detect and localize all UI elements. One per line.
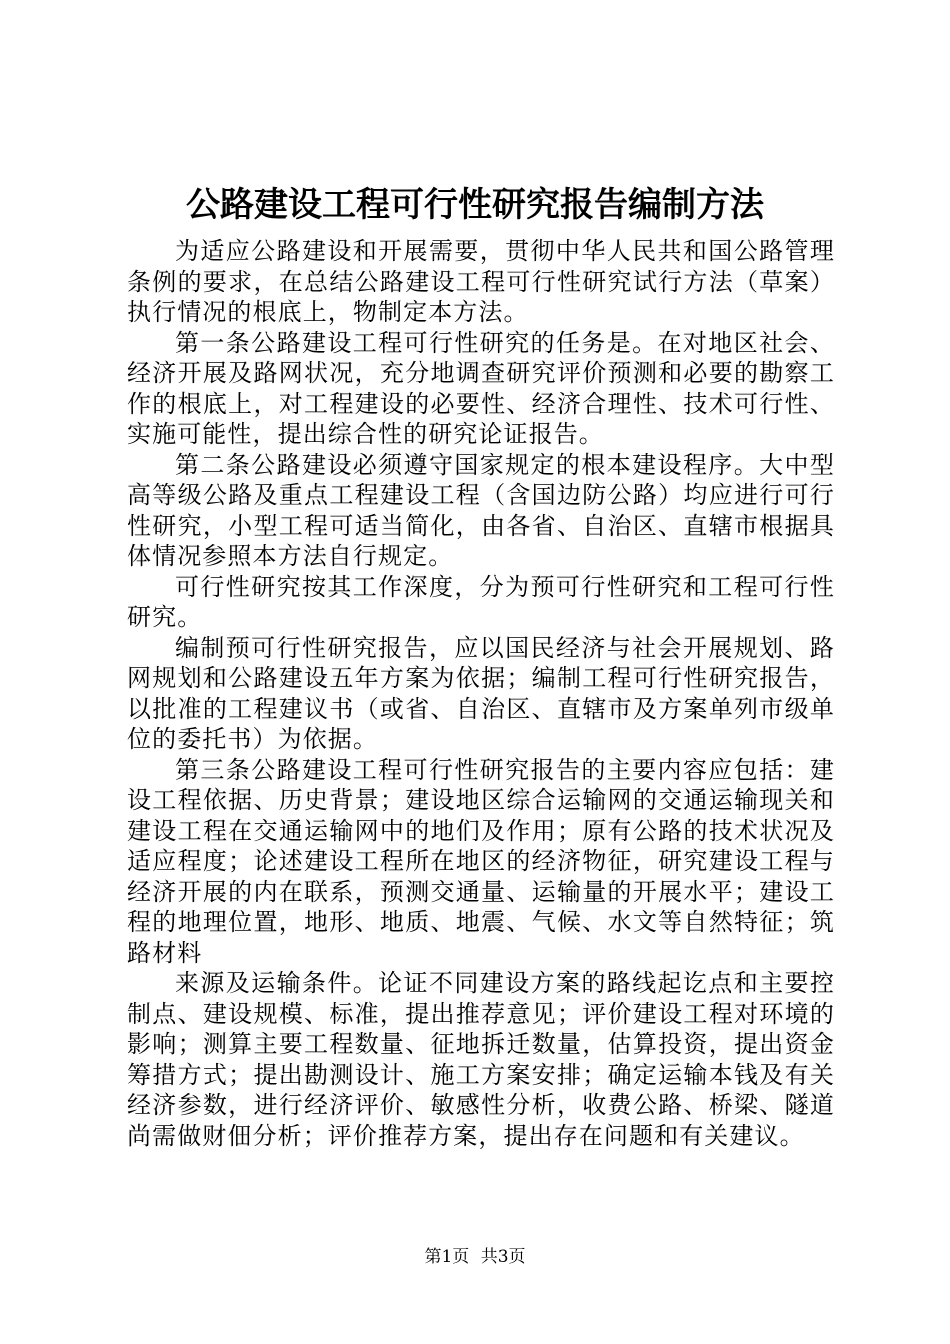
paragraph-article-2: 第二条公路建设必须遵守国家规定的根本建设程序。大中型高等级公路及重点工程建设工程（含国边防公路）均应进行可行性研究，小型工程可适当简化，由各省、自治区、直辖市根据具体情况参照本方法自行规定。 (127, 450, 835, 570)
paragraph-intro: 为适应公路建设和开展需要，贯彻中华人民共和国公路管理条例的要求，在总结公路建设工程可行性研究试行方法（草案）执行情况的根底上，物制定本方法。 (127, 237, 835, 326)
page-number: 第1页 (424, 1247, 470, 1267)
paragraph-article-3: 第三条公路建设工程可行性研究报告的主要内容应包括：建设工程依据、历史背景；建设地区综合运输网的交通运输现关和建设工程在交通运输网中的地们及作用；原有公路的技术状况及适应程度；论述建设工程所在地区的经济物征，研究建设工程与经济开展的内在联系，预测交通量、运输量的开展水平；建设工程的地理位置，地形、地质、地震、气候、水文等自然特征；筑路材料 (127, 755, 835, 967)
page-total: 共3页 (480, 1247, 526, 1267)
document-title: 公路建设工程可行性研究报告编制方法 (186, 185, 764, 225)
document-body (127, 236, 835, 1151)
paragraph-article-3-continued: 来源及运输条件。论证不同建设方案的路线起讫点和主要控制点、建设规模、标准，提出推荐意见；评价建设工程对环境的影响；测算主要工程数量、征地拆迁数量，估算投资，提出资金筹措方式；提出勘测设计、施工方案安排；确定运输本钱及有关经济参数，进行经济评价、敏感性分析，收费公路、桥梁、隧道尚需做财佃分析；评价推荐方案，提出存在问题和有关建议。 (127, 969, 835, 1150)
paragraph-preparation-basis: 编制预可行性研究报告，应以国民经济与社会开展规划、路网规划和公路建设五年方案为依据；编制工程可行性研究报告，以批准的工程建议书（或省、自治区、直辖市及方案单列市级单位的委托书）为依据。 (127, 633, 835, 753)
paragraph-article-1: 第一条公路建设工程可行性研究的任务是。在对地区社会、经济开展及路网状况，充分地调查研究评价预测和必要的勘察工作的根底上，对工程建设的必要性、经济合理性、技术可行性、实施可能性，提出综合性的研究论证报告。 (127, 328, 835, 448)
page-footer (0, 1246, 950, 1268)
paragraph-research-depth: 可行性研究按其工作深度，分为预可行性研究和工程可行性研究。 (127, 572, 835, 631)
